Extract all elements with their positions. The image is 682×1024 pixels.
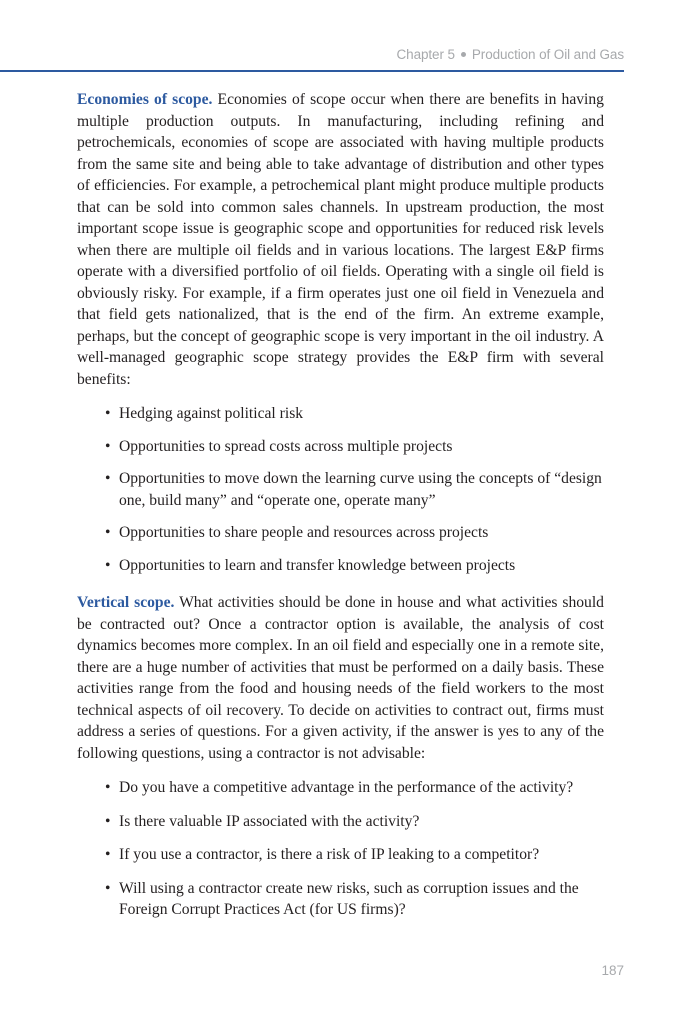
list-item	[105, 436, 604, 458]
list-item	[105, 811, 604, 833]
list-item-text: Opportunities to spread costs across multiple projects	[119, 437, 453, 455]
bullet-icon: •	[105, 524, 111, 541]
list-item-text: Hedging against political risk	[119, 405, 304, 422]
list-item	[105, 468, 604, 511]
bullet-icon: •	[105, 470, 111, 487]
list-item-text: Do you have a competitive advantage in the performance of the activity?	[119, 779, 574, 796]
benefits-list	[77, 403, 604, 576]
heading-economies-of-scope: Economies of scope.	[77, 91, 213, 108]
list-item-text: Will using a contractor create new risks, such as corruption issues and the Foreign Corrupt Practices Act (for US firms)?	[119, 879, 579, 918]
list-item	[105, 403, 604, 425]
bullet-icon: •	[105, 879, 111, 897]
bullet-icon: •	[105, 405, 111, 422]
list-item	[105, 777, 604, 799]
chapter-title: Production of Oil and Gas	[471, 47, 624, 62]
list-item-text: If you use a contractor, is there a risk of IP leaking to a competitor?	[119, 846, 540, 863]
running-head	[397, 47, 624, 62]
contractor-questions-list	[77, 777, 604, 921]
bullet-icon: •	[105, 812, 111, 830]
list-item	[105, 878, 604, 921]
list-item-text: Opportunities to move down the learning curve using the concepts of “design one, build many” and “operate one, operate many”	[119, 470, 602, 509]
paragraph-text: Economies of scope occur when there are benefits in having multiple production outputs. In manufacturing, including refining and petrochemicals, economies of scope are associated with having multiple products from the same site and being able to take advantage of distribution and other types of efficiencies. For example, a petrochemical plant might produce multiple products that can be sold into common sales channels. In upstream production, the most important scope issue is geographic scope and opportunities for reduced risk levels when there are multiple oil fields and in various locations. The largest E&P firms operate with a diversified portfolio of oil fields. Operating with a single oil field is obviously risky. For example, if a firm operates just one oil field in Venezuela and that field gets nationalized, that is the end of the firm. An extreme example, perhaps, but the concept of geographic scope is very important in the oil industry. A well-managed geographic scope strategy provides the E&P firm with several benefits:	[77, 91, 604, 388]
paragraph-text: What activities should be done in house and what activities should be contracted out? Once a contractor option is available, the analysis of cost dynamics becomes more complex. In an oil field and especially one in a remote site, there are a huge number of activities that must be performed on a daily basis. These activities range from the food and housing needs of the field workers to the most technical aspects of oil recovery. To decide on activities to contract out, firms must address a series of questions. For a given activity, if the answer is yes to any of the following questions, using a contractor is not advisable:	[77, 594, 604, 762]
list-item-text: Opportunities to learn and transfer knowledge between projects	[119, 556, 516, 574]
list-item-text: Opportunities to share people and resources across projects	[119, 524, 489, 541]
bullet-icon: •	[105, 556, 111, 574]
bullet-icon: •	[105, 437, 111, 455]
list-item	[105, 555, 604, 577]
list-item-text: Is there valuable IP associated with the activity?	[119, 812, 420, 830]
bullet-icon: •	[105, 779, 111, 796]
paragraph-economies-of-scope	[77, 89, 604, 390]
bullet-icon: •	[105, 846, 111, 863]
bullet-dot-icon	[461, 52, 466, 57]
chapter-label: Chapter 5	[396, 47, 455, 62]
heading-vertical-scope: Vertical scope.	[77, 594, 175, 611]
page-body	[77, 89, 604, 921]
header-rule	[0, 70, 624, 72]
list-item	[105, 844, 604, 866]
list-item	[105, 522, 604, 544]
paragraph-vertical-scope	[77, 592, 604, 764]
page-number: 187	[601, 963, 624, 978]
